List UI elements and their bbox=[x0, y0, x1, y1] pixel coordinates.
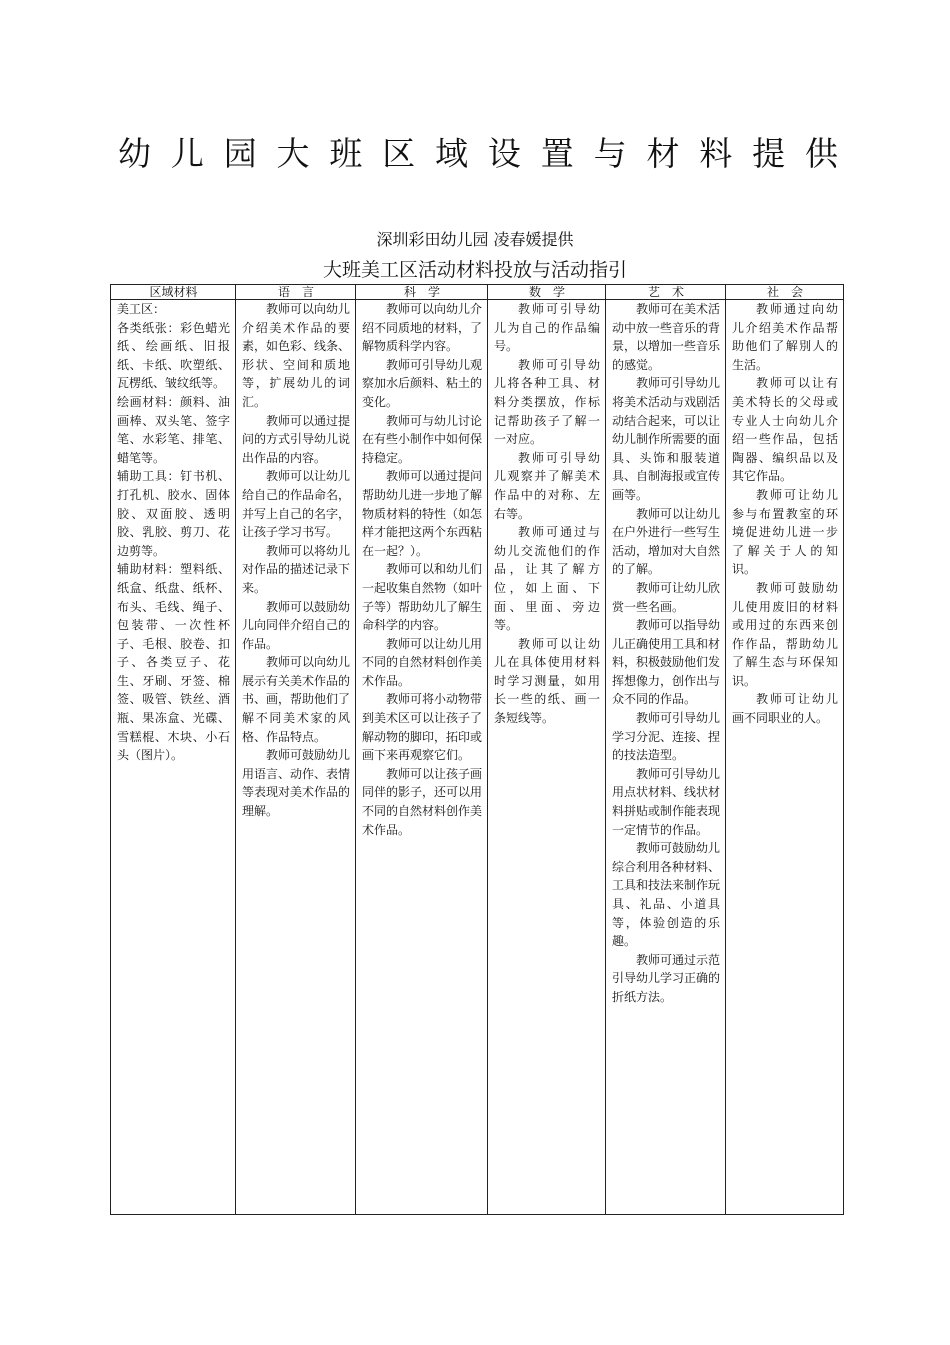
cell-paragraph: 各类纸张：彩色蜡光纸、绘画纸、旧报纸、卡纸、吹塑纸、瓦楞纸、皱纹纸等。 bbox=[117, 320, 230, 391]
title-char: 区 bbox=[382, 134, 416, 173]
cell-paragraph: 教师可引导幼儿观察并了解美术作品中的对称、左右等。 bbox=[494, 450, 600, 521]
cell-paragraph: 绘画材料：颜料、油画棒、双头笔、签字笔、水彩笔、排笔、蜡笔等。 bbox=[117, 394, 230, 465]
cell-paragraph: 辅助材料：塑料纸、纸盒、纸盘、纸杯、布头、毛线、绳子、包装带、一次性杯子、毛根、胶卷、扣子、各类豆子、花生、牙刷、牙签、棉签、吸管、铁丝、酒瓶、果冻盒、光碟、雪糕棍、木块、小石头（图片）。 bbox=[117, 562, 230, 763]
cell-social bbox=[726, 300, 844, 1215]
cell-math bbox=[488, 300, 606, 1215]
document-source: 深圳彩田幼儿园 凌春媛提供 bbox=[376, 230, 574, 249]
cell-paragraph: 教师通过向幼儿介绍美术作品帮助他们了解別人的生活。 bbox=[732, 302, 838, 372]
cell-paragraph: 教师可以指导幼儿正确使用工具和材料，积极鼓励他们发挥想像力，创作出与众不同的作品。 bbox=[612, 618, 721, 707]
cell-paragraph: 教师可在美术活动中放一些音乐的背景，以增加一些音乐的感觉。 bbox=[612, 302, 721, 372]
cell-paragraph: 教师可鼓励幼儿用语言、动作、表情等表现对美术作品的理解。 bbox=[242, 748, 351, 819]
cell-paragraph: 教师可引导幼儿学习分泥、连接、捏的技法造型。 bbox=[612, 711, 721, 763]
cell-science bbox=[356, 300, 488, 1215]
document-title bbox=[118, 128, 838, 175]
title-char: 供 bbox=[804, 134, 838, 173]
cell-paragraph: 教师可让幼儿画不同职业的人。 bbox=[732, 692, 838, 726]
cell-paragraph: 教师可将小动物带到美术区可以让孩子了解动物的脚印，拓印或画下来再观察它们。 bbox=[362, 692, 483, 763]
cell-paragraph: 教师可以向幼儿展示有关美术作品的书、画，帮助他们了解不同美术家的风格、作品特点。 bbox=[242, 655, 351, 744]
cell-paragraph: 辅助工具：钉书机、打孔机、胶水、固体胶、双面胶、透明胶、乳胶、剪刀、花边剪等。 bbox=[117, 469, 230, 558]
header-social: 社 会 bbox=[726, 285, 844, 300]
table-title: 大班美工区活动材料投放与活动指引 bbox=[322, 259, 627, 281]
cell-paragraph: 教师可以向幼儿介绍不同质地的材料，了解物质科学内容。 bbox=[362, 302, 483, 354]
cell-paragraph: 教师可通过示范引导幼儿学习正确的折纸方法。 bbox=[612, 952, 721, 1004]
cell-paragraph: 教师可让幼儿参与布置教室的环境促进幼儿进一步了解关于人的知识。 bbox=[732, 487, 838, 577]
cell-paragraph: 教师可以通过提问帮助幼儿进一步地了解物质材料的特性（如怎样才能把这两个东西粘在一起？）。 bbox=[362, 469, 483, 558]
cell-paragraph: 教师可引导幼儿用点状材料、线状材料拼贴或制作能表现一定情节的作品。 bbox=[612, 766, 721, 837]
table-row bbox=[111, 300, 844, 1215]
cell-paragraph: 教师可引导幼儿为自己的作品编号。 bbox=[494, 302, 600, 354]
header-art: 艺 术 bbox=[606, 285, 726, 300]
cell-paragraph: 教师可引导幼儿将各种工具、材料分类摆放，作标记帮助孩子了解一一对应。 bbox=[494, 357, 600, 447]
cell-paragraph: 教师可与幼儿讨论在有些小制作中如何保持稳定。 bbox=[362, 413, 483, 465]
cell-paragraph: 教师可以让幼儿给自己的作品命名，并写上自己的名字，让孩子学习书写。 bbox=[242, 469, 351, 540]
cell-paragraph: 教师可以让幼儿在户外进行一些写生活动，增加对大自然的了解。 bbox=[612, 506, 721, 577]
cell-paragraph: 教师可鼓励幼儿综合利用各种材料、工具和技法来制作玩具、礼品、小道具等，体验创造的乐趣。 bbox=[612, 841, 721, 949]
title-char: 设 bbox=[487, 134, 521, 173]
title-char: 域 bbox=[435, 134, 469, 173]
cell-paragraph: 教师可引导幼儿将美术活动与戏剧活动结合起来，可以让幼儿制作所需要的面具、头饰和服装道具、自制海报或宣传画等。 bbox=[612, 376, 721, 502]
cell-paragraph: 教师可以向幼儿介绍美术作品的要素，如色彩、线条、形状、空间和质地等，扩展幼儿的词汇。 bbox=[242, 302, 351, 409]
cell-paragraph: 教师可以让幼儿在具体使用材料时学习测量，如用长一些的纸、画一条短线等。 bbox=[494, 636, 600, 726]
cell-paragraph: 美工区： bbox=[117, 302, 166, 316]
title-char: 班 bbox=[329, 134, 363, 173]
guidance-table bbox=[110, 284, 844, 1215]
title-char: 儿 bbox=[170, 134, 204, 173]
table-header-row bbox=[111, 285, 844, 300]
title-char: 料 bbox=[699, 134, 733, 173]
cell-paragraph: 教师可通过与幼儿交流他们的作品，让其了解方位，如上面、下面、里面、旁边等。 bbox=[494, 525, 600, 633]
cell-art bbox=[606, 300, 726, 1215]
cell-paragraph: 教师可以通过提问的方式引导幼儿说出作品的内容。 bbox=[242, 413, 351, 465]
cell-paragraph: 教师可以鼓励幼儿向同伴介绍自己的作品。 bbox=[242, 599, 351, 651]
title-char: 置 bbox=[540, 134, 574, 173]
header-math: 数 学 bbox=[488, 285, 606, 300]
title-char: 园 bbox=[223, 134, 257, 173]
header-science: 科 学 bbox=[356, 285, 488, 300]
title-char: 与 bbox=[593, 134, 627, 173]
cell-paragraph: 教师可引导幼儿观察加水后颜料、粘土的变化。 bbox=[362, 357, 483, 409]
header-materials: 区域材料 bbox=[111, 285, 236, 300]
header-language: 语 言 bbox=[236, 285, 356, 300]
cell-language bbox=[236, 300, 356, 1215]
title-char: 大 bbox=[276, 134, 310, 173]
cell-paragraph: 教师可以让孩子画同伴的影子，还可以用不同的自然材料创作美术作品。 bbox=[362, 766, 483, 837]
cell-paragraph: 教师可让幼儿欣赏一些名画。 bbox=[612, 580, 721, 614]
cell-paragraph: 教师可以让幼儿用不同的自然材料创作美术作品。 bbox=[362, 636, 483, 688]
title-char: 幼 bbox=[118, 134, 151, 173]
cell-paragraph: 教师可以将幼儿对作品的描述记录下来。 bbox=[242, 543, 351, 595]
title-char: 材 bbox=[646, 134, 680, 173]
title-char: 提 bbox=[752, 134, 786, 173]
cell-paragraph: 教师可以和幼儿们一起收集自然物（如叶子等）帮助幼儿了解生命科学的内容。 bbox=[362, 562, 483, 633]
cell-paragraph: 教师可以让有美术特长的父母或专业人士向幼儿介绍一些作品，包括陶器、编织品以及其它作品。 bbox=[732, 376, 838, 484]
cell-materials bbox=[111, 300, 236, 1215]
cell-paragraph: 教师可鼓励幼儿使用废旧的材料或用过的东西来创作作品，帮助幼儿了解生态与环保知识。 bbox=[732, 580, 838, 688]
